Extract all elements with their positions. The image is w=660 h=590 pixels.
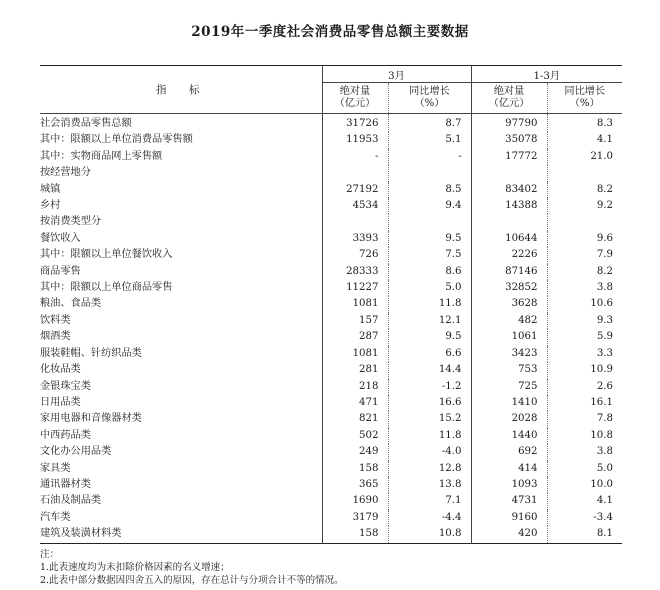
period-q1-header: 1-3月	[471, 66, 622, 83]
yoy-label: 同比增长 （%）	[564, 86, 606, 109]
march-abs-value: 1690	[322, 493, 388, 509]
q1-yoy-value: 8.2	[596, 265, 614, 277]
q1-abs-value: 2028	[471, 411, 547, 427]
march-abs-value	[322, 165, 388, 181]
row-name: 服装鞋帽、针纺织品类	[40, 346, 322, 362]
march-abs-value: 471	[322, 395, 388, 411]
march-abs-value: 281	[322, 362, 388, 378]
march-yoy-value: -	[388, 149, 471, 165]
abs-label: 绝对量 （亿元）	[334, 86, 376, 109]
table-row	[40, 114, 622, 133]
march-abs-value: 158	[322, 461, 388, 477]
march-yoy-value: 8.7	[388, 114, 471, 133]
row-name: 家具类	[40, 461, 322, 477]
table-row	[40, 362, 622, 378]
march-abs-value: 821	[322, 411, 388, 427]
march-yoy-value: 8.5	[388, 182, 471, 198]
q1-yoy-value: 9.2	[596, 200, 614, 212]
table-row	[40, 346, 622, 362]
march-yoy-header	[388, 83, 471, 114]
march-yoy-value: 8.6	[388, 264, 471, 280]
indicator-header: 指 标	[40, 66, 322, 114]
row-name: 粮油、食品类	[40, 296, 322, 312]
row-name: 中西药品类	[40, 428, 322, 444]
q1-yoy-value: 3.8	[596, 282, 614, 294]
table-row	[40, 247, 622, 263]
march-abs-value: 3179	[322, 510, 388, 526]
row-name: 按消费类型分	[40, 214, 322, 230]
q1-yoy-value: 7.8	[596, 413, 614, 425]
march-yoy-value: -4.0	[388, 444, 471, 460]
q1-abs-value: 10644	[471, 231, 547, 247]
march-abs-value: 28333	[322, 264, 388, 280]
row-name: 化妆品类	[40, 362, 322, 378]
q1-abs-header	[471, 83, 547, 114]
table-row	[40, 182, 622, 198]
march-abs-value: 158	[322, 526, 388, 543]
footnotes	[40, 548, 344, 587]
row-name: 商品零售	[40, 264, 322, 280]
table-row	[40, 395, 622, 411]
table-row	[40, 165, 622, 181]
q1-abs-value: 83402	[471, 182, 547, 198]
q1-abs-value: 414	[471, 461, 547, 477]
march-abs-value: 365	[322, 477, 388, 493]
table-row	[40, 198, 622, 214]
march-yoy-value: 9.5	[388, 329, 471, 345]
march-abs-value: 726	[322, 247, 388, 263]
table-row	[40, 329, 622, 345]
row-name: 其中：限额以上单位消费品零售额	[40, 132, 322, 148]
march-abs-value: 157	[322, 313, 388, 329]
q1-abs-value: 87146	[471, 264, 547, 280]
table-row	[40, 149, 622, 165]
row-name: 金银珠宝类	[40, 379, 322, 395]
q1-yoy-value: 10.8	[590, 429, 614, 441]
march-yoy-value: 16.6	[388, 395, 471, 411]
q1-abs-value: 753	[471, 362, 547, 378]
q1-abs-value: 9160	[471, 510, 547, 526]
table-row	[40, 526, 622, 543]
q1-yoy-value: 3.3	[596, 347, 614, 359]
row-name: 通讯器材类	[40, 477, 322, 493]
retail-sales-table	[40, 65, 622, 544]
q1-abs-value: 1093	[471, 477, 547, 493]
table-row	[40, 461, 622, 477]
yoy-label: 同比增长 （%）	[409, 86, 450, 109]
q1-abs-value: 17772	[471, 149, 547, 165]
row-name: 社会消费品零售总额	[40, 114, 322, 133]
row-name: 日用品类	[40, 395, 322, 411]
row-name: 家用电器和音像器材类	[40, 411, 322, 427]
march-abs-value: 287	[322, 329, 388, 345]
q1-abs-value: 482	[471, 313, 547, 329]
row-name: 饮料类	[40, 313, 322, 329]
row-name: 其中：限额以上单位餐饮收入	[40, 247, 322, 263]
note-item: 1.此表速度均为未扣除价格因素的名义增速；	[40, 562, 230, 573]
q1-yoy-value: 21.0	[590, 150, 614, 162]
q1-yoy-value: 16.1	[590, 396, 614, 408]
row-name: 餐饮收入	[40, 231, 322, 247]
table-row	[40, 428, 622, 444]
q1-abs-value: 3423	[471, 346, 547, 362]
q1-yoy-value: 4.1	[596, 134, 614, 146]
notes-label: 注：	[40, 549, 60, 560]
q1-yoy-value: 9.6	[596, 232, 614, 244]
march-abs-value: 218	[322, 379, 388, 395]
q1-abs-value: 4731	[471, 493, 547, 509]
table-row	[40, 231, 622, 247]
q1-yoy-value: 9.3	[596, 314, 614, 326]
table-body	[40, 114, 622, 544]
march-abs-value: 502	[322, 428, 388, 444]
march-yoy-value: 12.1	[388, 313, 471, 329]
row-name: 建筑及装潢材料类	[40, 526, 322, 543]
table-row	[40, 411, 622, 427]
q1-yoy-value: 8.1	[596, 528, 614, 540]
march-abs-header	[322, 83, 388, 114]
march-abs-value: 1081	[322, 296, 388, 312]
march-yoy-value	[388, 165, 471, 181]
march-yoy-value: 5.0	[388, 280, 471, 296]
march-yoy-value: 15.2	[388, 411, 471, 427]
table-row	[40, 379, 622, 395]
march-yoy-value: 6.6	[388, 346, 471, 362]
page-title: 2019年一季度社会消费品零售总额主要数据	[191, 24, 469, 40]
q1-yoy-value: 2.6	[596, 380, 614, 392]
q1-yoy-value: 10.9	[590, 364, 614, 376]
q1-yoy-value: 10.0	[590, 478, 614, 490]
q1-abs-value: 32852	[471, 280, 547, 296]
q1-yoy-value: 7.9	[596, 249, 614, 261]
q1-abs-value: 1061	[471, 329, 547, 345]
q1-abs-value: 35078	[471, 132, 547, 148]
march-abs-value: 249	[322, 444, 388, 460]
table-row	[40, 296, 622, 312]
q1-yoy-value	[547, 214, 622, 230]
march-abs-value	[322, 214, 388, 230]
march-abs-value: 11227	[322, 280, 388, 296]
q1-abs-value: 692	[471, 444, 547, 460]
row-name: 乡村	[40, 198, 322, 214]
q1-abs-value: 420	[471, 526, 547, 543]
row-name: 按经营地分	[40, 165, 322, 181]
q1-yoy-value: -3.4	[593, 511, 614, 523]
march-yoy-value: 12.8	[388, 461, 471, 477]
march-yoy-value: 9.5	[388, 231, 471, 247]
row-name: 其中：限额以上单位商品零售	[40, 280, 322, 296]
march-yoy-value: 14.4	[388, 362, 471, 378]
march-yoy-value: 7.5	[388, 247, 471, 263]
table-row	[40, 214, 622, 230]
q1-abs-value: 1440	[471, 428, 547, 444]
table-row	[40, 313, 622, 329]
note-item: 2.此表中部分数据因四舍五入的原因，存在总计与分项合计不等的情况。	[40, 575, 344, 586]
q1-yoy-value	[547, 165, 622, 181]
table-row	[40, 444, 622, 460]
q1-abs-value: 1410	[471, 395, 547, 411]
march-abs-value: 11953	[322, 132, 388, 148]
march-yoy-value: 11.8	[388, 296, 471, 312]
row-name: 石油及制品类	[40, 493, 322, 509]
march-yoy-value: 7.1	[388, 493, 471, 509]
march-abs-value: 3393	[322, 231, 388, 247]
march-yoy-value: -1.2	[388, 379, 471, 395]
q1-abs-value: 97790	[471, 114, 547, 133]
table-row	[40, 510, 622, 526]
table-row	[40, 493, 622, 509]
q1-yoy-header	[547, 83, 622, 114]
q1-abs-value: 725	[471, 379, 547, 395]
march-yoy-value: 9.4	[388, 198, 471, 214]
table-row	[40, 264, 622, 280]
period-march-header: 3月	[322, 66, 471, 83]
q1-yoy-value: 8.3	[596, 118, 614, 129]
row-name: 其中：实物商品网上零售额	[40, 149, 322, 165]
march-yoy-value: 13.8	[388, 477, 471, 493]
q1-yoy-value: 5.0	[596, 462, 614, 474]
march-abs-value: 1081	[322, 346, 388, 362]
q1-abs-value	[471, 165, 547, 181]
march-yoy-value	[388, 214, 471, 230]
table-row	[40, 477, 622, 493]
q1-yoy-value: 3.8	[596, 446, 614, 458]
q1-abs-value	[471, 214, 547, 230]
q1-abs-value: 3628	[471, 296, 547, 312]
row-name: 汽车类	[40, 510, 322, 526]
q1-yoy-value: 8.2	[596, 183, 614, 195]
march-yoy-value: 10.8	[388, 526, 471, 543]
row-name: 烟酒类	[40, 329, 322, 345]
march-abs-value: 31726	[322, 114, 388, 133]
q1-yoy-value: 5.9	[596, 331, 614, 343]
q1-yoy-value: 10.6	[590, 298, 614, 310]
march-yoy-value: -4.4	[388, 510, 471, 526]
march-abs-value: -	[322, 149, 388, 165]
q1-yoy-value: 4.1	[596, 495, 614, 507]
table-row	[40, 132, 622, 148]
row-name: 文化办公用品类	[40, 444, 322, 460]
march-abs-value: 27192	[322, 182, 388, 198]
march-abs-value: 4534	[322, 198, 388, 214]
q1-abs-value: 14388	[471, 198, 547, 214]
march-yoy-value: 5.1	[388, 132, 471, 148]
row-name: 城镇	[40, 182, 322, 198]
march-yoy-value: 11.8	[388, 428, 471, 444]
table-row	[40, 280, 622, 296]
q1-abs-value: 2226	[471, 247, 547, 263]
abs-label: 绝对量 （亿元）	[488, 86, 530, 109]
